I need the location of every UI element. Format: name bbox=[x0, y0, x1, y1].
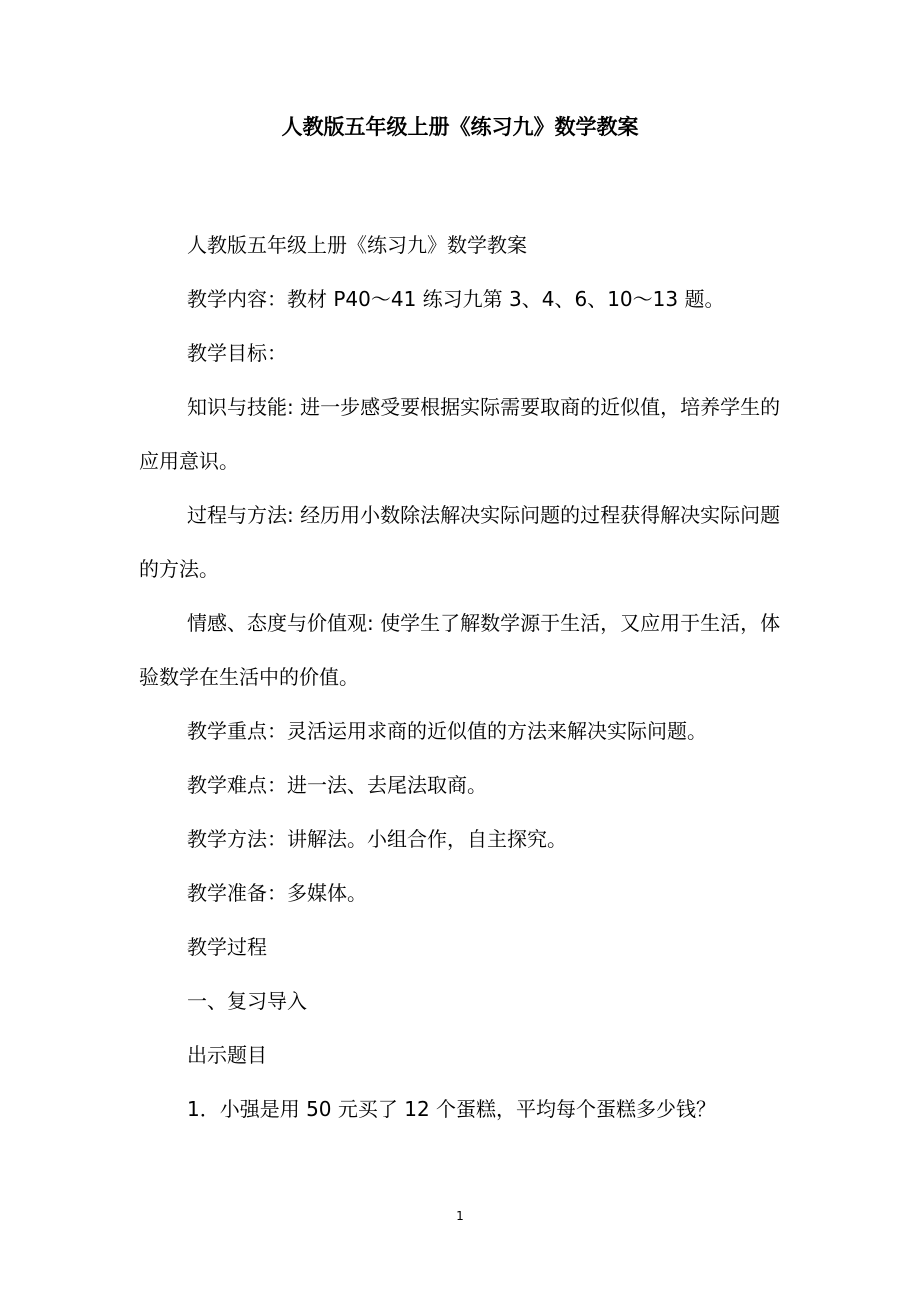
paragraph-teaching-methods: 教学方法：讲解法。小组合作，自主探究。 bbox=[187, 827, 567, 851]
paragraph-preparation: 教学准备：多媒体。 bbox=[187, 881, 367, 905]
paragraph-question-1: 1．小强是用 50 元买了 12 个蛋糕，平均每个蛋糕多少钱？ bbox=[187, 1097, 717, 1121]
page-number: 1 bbox=[456, 1209, 464, 1223]
paragraph-teaching-content: 教学内容：教材 P40～41 练习九第 3、4、6、10～13 题。 bbox=[187, 287, 725, 311]
paragraph-section-review: 一、复习导入 bbox=[187, 989, 307, 1013]
paragraph-emotion-attitude: 情感、态度与价值观: 使学生了解数学源于生活，又应用于生活，体验数学在生活中的价值。 bbox=[139, 611, 781, 689]
paragraph-heading-repeat: 人教版五年级上册《练习九》数学教案 bbox=[187, 233, 527, 257]
document-title: 人教版五年级上册《练习九》数学教案 bbox=[281, 115, 639, 139]
paragraph-show-question: 出示题目 bbox=[187, 1043, 267, 1067]
paragraph-teaching-goals: 教学目标： bbox=[187, 341, 287, 365]
paragraph-difficulties: 教学难点：进一法、去尾法取商。 bbox=[187, 773, 487, 797]
document-body bbox=[139, 218, 784, 1136]
paragraph-process-method: 过程与方法: 经历用小数除法解决实际问题的过程获得解决实际问题的方法。 bbox=[139, 503, 781, 581]
paragraph-teaching-process: 教学过程 bbox=[187, 935, 267, 959]
paragraph-knowledge-skills: 知识与技能: 进一步感受要根据实际需要取商的近似值，培养学生的应用意识。 bbox=[139, 395, 781, 473]
paragraph-key-points: 教学重点：灵活运用求商的近似值的方法来解决实际问题。 bbox=[187, 719, 707, 743]
